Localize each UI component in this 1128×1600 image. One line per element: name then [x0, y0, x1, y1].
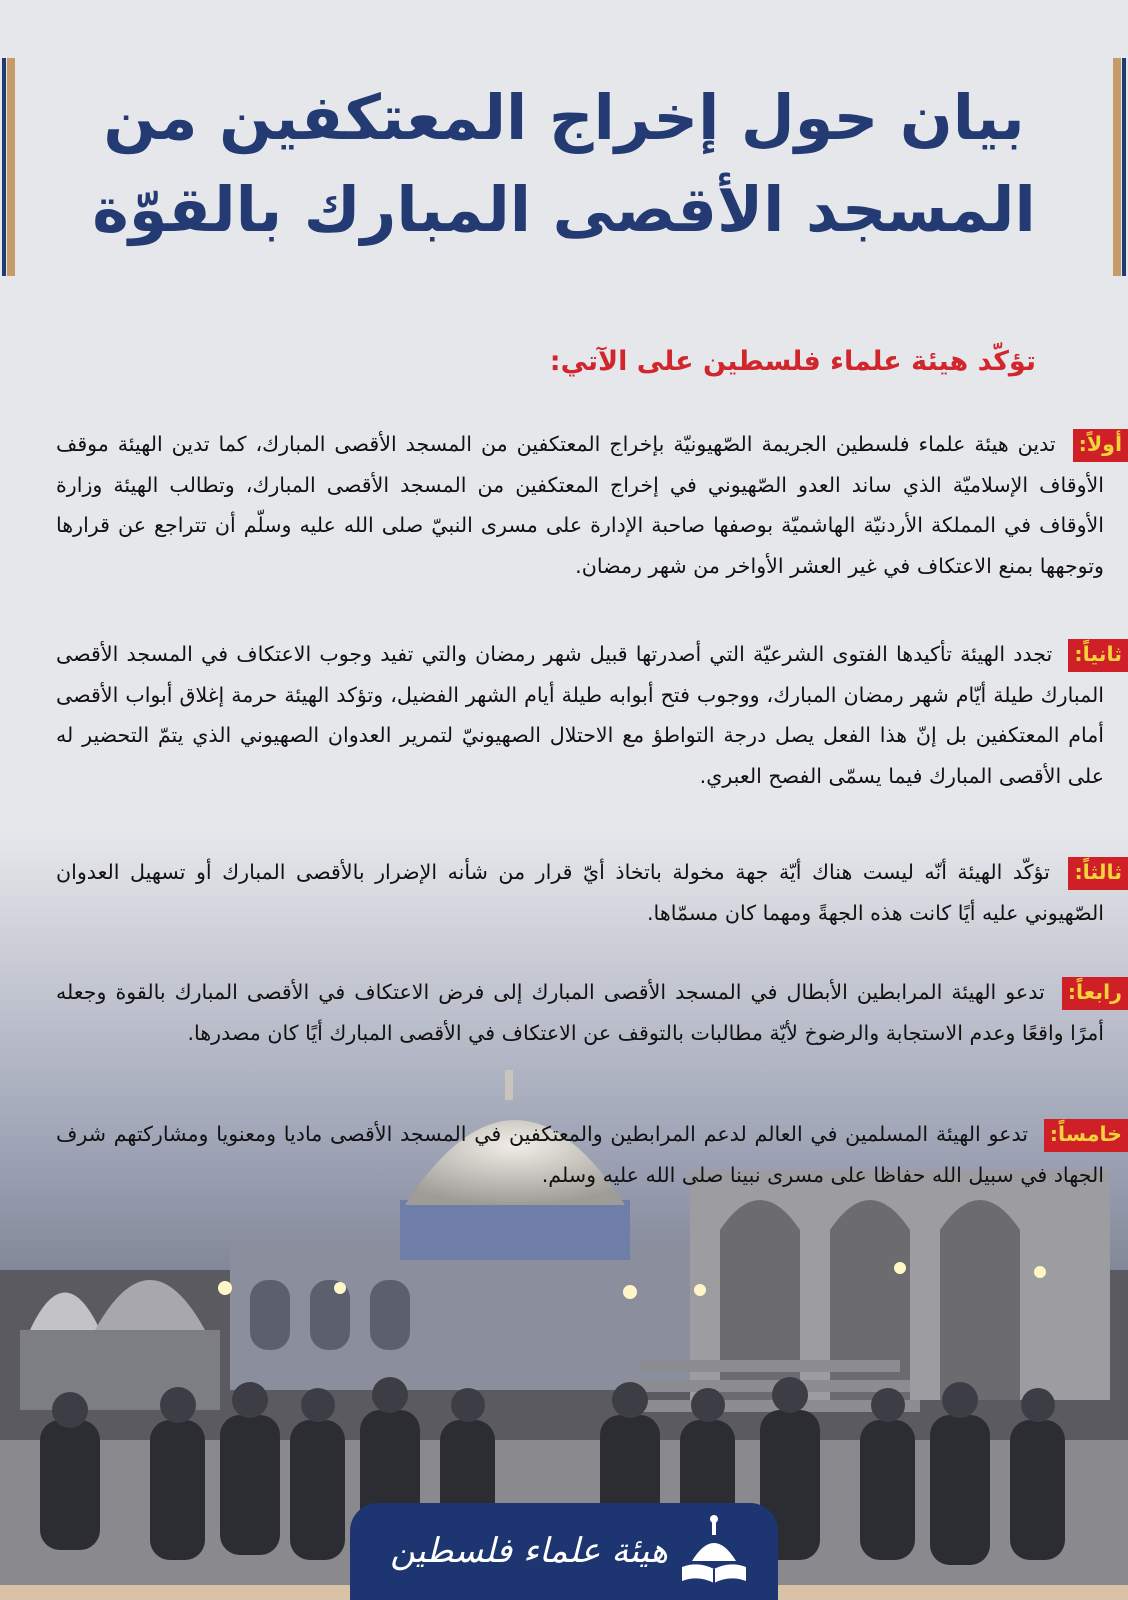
title-accent-bar-left: [7, 58, 15, 276]
page-title: [36, 72, 1092, 256]
point-5-text: تدعو الهيئة المسلمين في العالم لدعم المرابطين والمعتكفين في المسجد الأقصى ماديا ومعنويا ومشاركتهم شرف الجهاد في سبيل الله حفاظا على مسرى نبينا صلى الله عليه وسلم.: [56, 1122, 1104, 1187]
title-block: [0, 58, 1128, 276]
point-5: [56, 1114, 1123, 1195]
point-2-label: ثانياً:: [1068, 639, 1128, 672]
logo-text: هيئة علماء فلسطين: [390, 1531, 668, 1571]
point-1-label: أولاً:: [1073, 429, 1128, 462]
point-3-label: ثالثاً:: [1068, 857, 1128, 890]
point-4: [56, 972, 1122, 1053]
point-2: [56, 634, 1122, 796]
point-4-label: رابعاً:: [1062, 977, 1128, 1010]
title-line-1: بيان حول إخراج المعتكفين من: [103, 81, 1025, 154]
point-2-text: تجدد الهيئة تأكيدها الفتوى الشرعيّة التي أصدرتها قبيل شهر رمضان والتي تفيد وجوب الاعتكاف في المسجد الأقصى المبارك طيلة أيّام شهر رمضان المبارك، ووجوب فتح أبوابه طيلة أيام الشهر الفضيل، وتؤكد الهيئة حرمة إغلاق أبواب الأقصى أمام المعتكفين بل إنّ هذا الفعل يصل درجة التواطؤ مع الاحتلال الصهيونيّ لتمرير العدوان الصهيوني الذي يتمّ التحضير له على الأقصى المبارك فيما يسمّى الفصح العبري.: [56, 642, 1104, 788]
title-line-2: المسجد الأقصى المبارك بالقوّة: [92, 173, 1036, 246]
organization-logo: [350, 1503, 778, 1600]
point-3-text: تؤكّد الهيئة أنّه ليست هناك أيّة جهة مخولة باتخاذ أيّ قرار من شأنه الإضرار بالأقصى المبارك أو تسهيل العدوان الصّهيوني عليه أيًا كانت هذه الجهةً ومهما كان مسمّاها.: [56, 860, 1104, 925]
dome-book-icon: [672, 1511, 756, 1595]
title-accent-bar-right: [1113, 58, 1121, 276]
point-1-text: تدين هيئة علماء فلسطين الجريمة الصّهيونيّة بإخراج المعتكفين من المسجد الأقصى المبارك، كما تدين الهيئة موقف الأوقاف الإسلاميّة الذي ساند العدو الصّهيوني في إخراج المعتكفين من المسجد الأقصى المبارك، وتطالب الهيئة وزارة الأوقاف في المملكة الأردنيّة الهاشميّة بوصفها صاحبة الإدارة على مسرى النبيّ صلى الله عليه وسلّم أن تتراجع عن قرارها وتوجهها بمنع الاعتكاف في غير العشر الأواخر من شهر رمضان.: [56, 432, 1104, 578]
intro-heading: تؤكّد هيئة علماء فلسطين على الآتي:: [549, 346, 1036, 377]
point-3: [56, 852, 1123, 933]
point-4-text: تدعو الهيئة المرابطين الأبطال في المسجد الأقصى المبارك إلى فرض الاعتكاف في الأقصى المبارك بالقوة وجعله أمرًا واقعًا وعدم الاستجابة والرضوخ لأيّة مطالبات بالتوقف عن الاعتكاف في الأقصى المبارك أيًا كان مصدرها.: [56, 980, 1104, 1045]
point-5-label: خامساً:: [1044, 1119, 1128, 1152]
point-1: [56, 424, 1123, 586]
